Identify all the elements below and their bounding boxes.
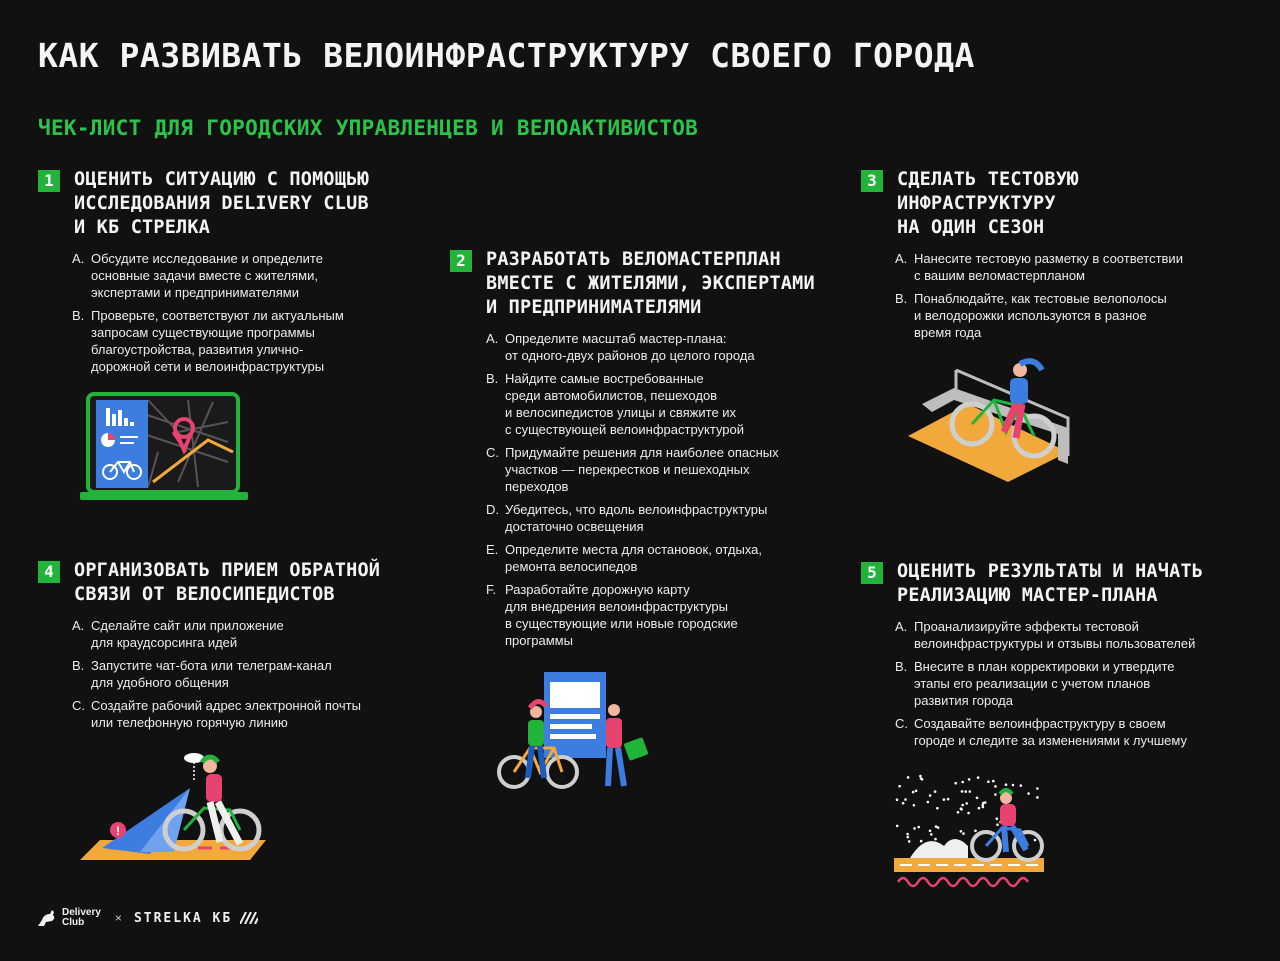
step-number: 1 — [38, 170, 60, 192]
checklist-item: B. Запустите чат-бота или телеграм-канал для удобного общения — [72, 658, 332, 690]
step-title: РАЗРАБОТАТЬ ВЕЛОМАСТЕРПЛАН ВМЕСТЕ С ЖИТЕЛЯМИ, ЭКСПЕРТАМИ И ПРЕДПРИНИМАТЕЛЯМИ — [486, 249, 815, 318]
checklist-item: B. Найдите самые востребованные среди автомобилистов, пешеходов и велосипедистов улицы и свяжите их с существующей велоинфраструктурой — [486, 371, 745, 437]
step-title: ОРГАНИЗОВАТЬ ПРИЕМ ОБРАТНОЙ СВЯЗИ ОТ ВЕЛОСИПЕДИСТОВ — [74, 560, 381, 605]
feedback-cyclist-illustration — [80, 748, 266, 866]
step-title: ОЦЕНИТЬ РЕЗУЛЬТАТЫ И НАЧАТЬ РЕАЛИЗАЦИЮ МАСТЕР-ПЛАНА — [897, 561, 1204, 606]
step-4 — [38, 559, 418, 737]
checklist-item: A. Обсудите исследование и определите основные задачи вместе с жителями, экспертами и предпринимателями — [72, 251, 323, 300]
page-subtitle: ЧЕК-ЛИСТ ДЛЯ ГОРОДСКИХ УПРАВЛЕНЦЕВ И ВЕЛОАКТИВИСТОВ — [38, 116, 699, 140]
page-title: КАК РАЗВИВАТЬ ВЕЛОИНФРАСТРУКТУРУ СВОЕГО ГОРОДА — [38, 36, 975, 75]
step-1 — [38, 168, 418, 381]
svg-text:!: ! — [116, 824, 120, 838]
results-snow-illustration — [890, 772, 1050, 892]
checklist-item: A. Проанализируйте эффекты тестовой велоинфраструктуры и отзывы пользователей — [895, 619, 1196, 651]
strelka-pattern-icon — [240, 912, 258, 924]
checklist-item: B. Внесите в план корректировки и утвердите этапы его реализации с учетом планов развития города — [895, 659, 1175, 708]
checklist-item: C. Создавайте велоинфраструктуру в своем городе и следите за изменениями к лучшему — [895, 716, 1187, 748]
cloud-icon — [184, 753, 204, 782]
delivery-club-logo: Delivery Club — [62, 907, 101, 928]
step-number: 4 — [38, 561, 60, 583]
footer-logos — [36, 908, 258, 928]
step-title: СДЕЛАТЬ ТЕСТОВУЮ ИНФРАСТРУКТУРУ НА ОДИН СЕЗОН — [897, 169, 1079, 238]
checklist-item: F. Разработайте дорожную карту для внедрения велоинфраструктуры в существующие или новые городские программы — [486, 582, 738, 648]
checklist-item: C. Создайте рабочий адрес электронной почты или телефонную горячую линию — [72, 698, 361, 730]
checklist-item: E. Определите места для остановок, отдыха, ремонта велосипедов — [486, 542, 763, 574]
delivery-club-logo-icon — [36, 908, 58, 928]
logo-separator: × — [114, 911, 122, 925]
laptop-map-illustration — [78, 392, 250, 504]
checklist-item: B. Проверьте, соответствуют ли актуальным запросам существующие программы благоустройства, развития улично- дорожной сети и велоинфраструктуры — [72, 308, 344, 374]
planning-people-illustration — [494, 668, 658, 796]
step-number: 3 — [861, 170, 883, 192]
step-number: 5 — [861, 562, 883, 584]
step-5 — [861, 560, 1271, 755]
checklist-item: C. Придумайте решения для наиболее опасных участков — перекрестков и пешеходных переходов — [486, 445, 779, 494]
step-title: ОЦЕНИТЬ СИТУАЦИЮ С ПОМОЩЬЮ ИССЛЕДОВАНИЯ DELIVERY CLUB И КБ СТРЕЛКА — [74, 169, 369, 238]
step-number: 2 — [450, 250, 472, 272]
checklist-item: A. Нанесите тестовую разметку в соответствии с вашим веломастерпланом — [895, 251, 1183, 283]
step-2 — [450, 248, 830, 655]
step-3 — [861, 168, 1261, 347]
test-lane-illustration — [908, 356, 1078, 484]
strelka-logo: STRELKA КБ — [133, 910, 233, 926]
checklist-item: A. Сделайте сайт или приложение для краудсорсинга идей — [72, 618, 284, 650]
checklist-item: B. Понаблюдайте, как тестовые велополосы и велодорожки используются в разное время года — [895, 291, 1167, 340]
checklist-item: D. Убедитесь, что вдоль велоинфраструктуры достаточно освещения — [486, 502, 768, 534]
checklist-item: A. Определите масштаб мастер-плана: от одного-двух районов до целого города — [486, 331, 755, 363]
